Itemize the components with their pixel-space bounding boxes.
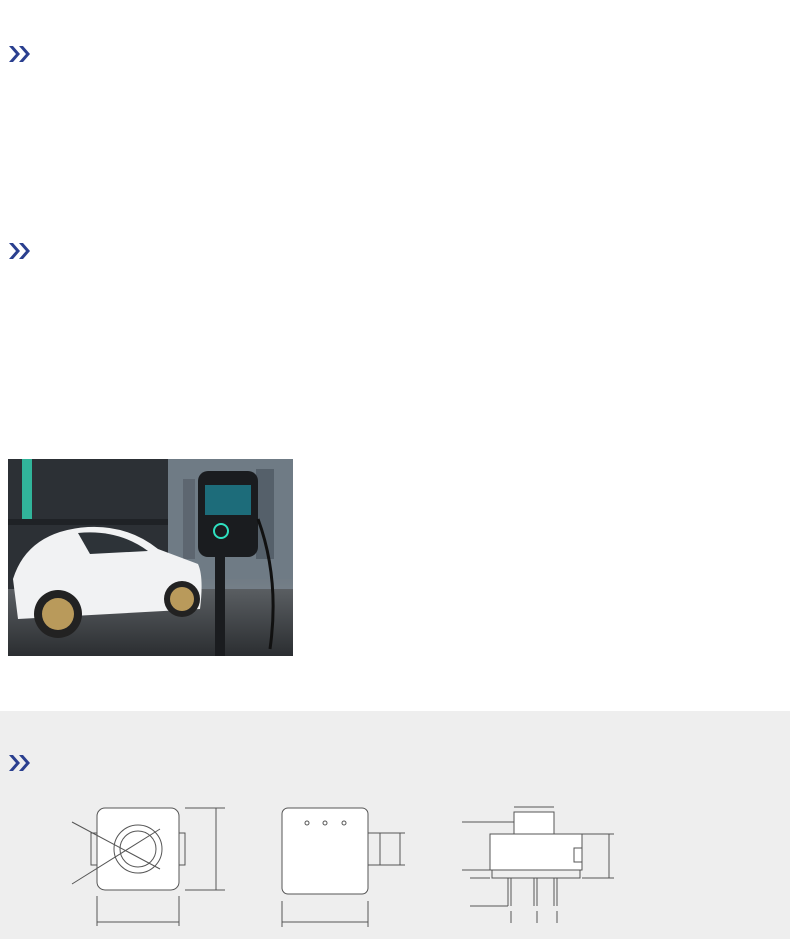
front-view-drawing — [72, 808, 225, 926]
dimensions-section — [0, 711, 790, 939]
side-view-drawing — [462, 807, 614, 923]
double-chevron-icon — [8, 44, 32, 64]
double-chevron-icon — [8, 753, 32, 773]
futures-heading — [8, 44, 40, 64]
dimension-drawings — [0, 711, 790, 939]
double-chevron-icon — [8, 241, 32, 261]
ev-charger-photo — [8, 459, 293, 656]
back-view-drawing — [282, 808, 405, 927]
applications-heading — [8, 241, 40, 261]
